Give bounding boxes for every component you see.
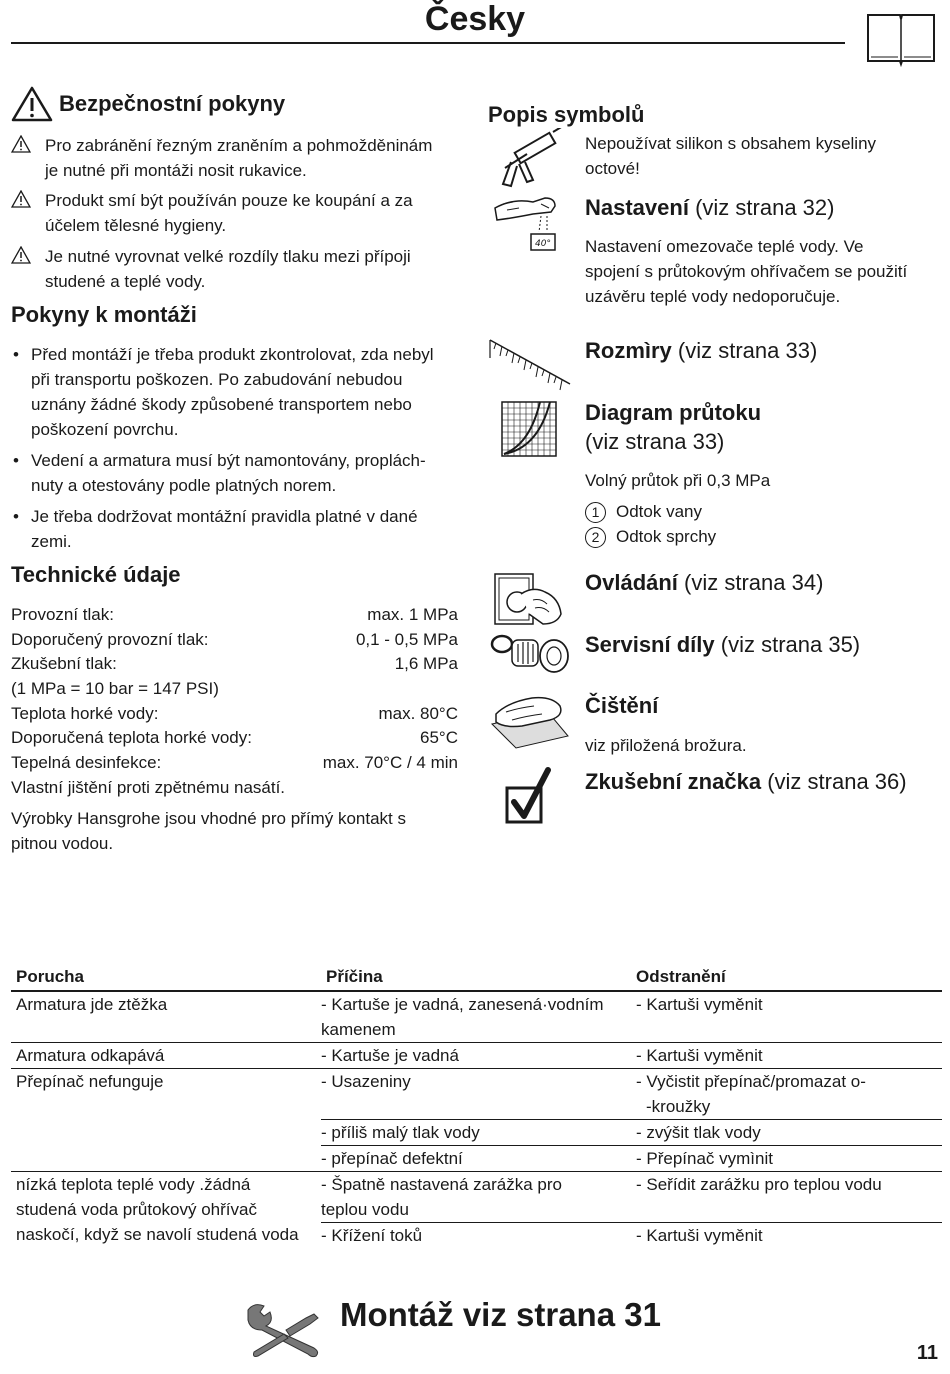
cell-line: - Kartuši vyměnit (636, 995, 763, 1014)
cell-line: - Křížení toků (321, 1226, 423, 1245)
warning-triangle-icon (11, 246, 31, 264)
cell-line: - Špatně nastavená zarážka pro (321, 1175, 562, 1194)
setting-heading (585, 193, 945, 222)
setting-line: spojení s průtokovým ohřívačem se použití (585, 262, 908, 281)
cell-line: - Kartuše je vadná (321, 1046, 459, 1065)
cleaning-hand-icon (488, 692, 572, 750)
cell-line: teplou vodu (321, 1200, 409, 1219)
cell-line: - Usazeniny (321, 1072, 411, 1091)
safety-line: Pro zabránění řezným zraněním a pohmožděninám (45, 136, 433, 155)
table-header-row (11, 963, 942, 991)
operation-ref: (viz strana 34) (684, 570, 824, 595)
tech-label: Doporučená teplota horké vody: (11, 728, 252, 747)
silicone-gun-icon (497, 128, 567, 190)
tech-value: max. 80°C (378, 704, 458, 723)
page-number: 11 (916, 1342, 938, 1364)
mounting-line: • Před montáží je třeba produkt zkontrolovat, zda nebyl (31, 345, 434, 364)
tech-value: max. 70°C / 4 min (322, 753, 458, 772)
table-row (11, 1069, 942, 1120)
cause-cell (321, 1043, 631, 1069)
warning-triangle-icon (11, 135, 31, 153)
mounting-line: nuty a otestovány podle platných norem. (31, 476, 337, 495)
troubleshooting-table (11, 963, 942, 1248)
flow-ref (585, 427, 945, 456)
number-circle: 2 (585, 527, 606, 548)
fault-cell (11, 1120, 321, 1146)
flow-heading (585, 398, 945, 427)
mounting-item (11, 504, 471, 554)
mounting-line: při transportu poškozen. Po zabudování nebudou (31, 370, 403, 389)
column-header: Příčina (321, 963, 631, 991)
mounting-line: • Je třeba dodržovat montážní pravidla platné v dané (31, 507, 418, 526)
tech-row (11, 651, 458, 676)
operation-title: Ovládání (585, 570, 678, 595)
dimensions-ref: (viz strana 33) (677, 338, 818, 363)
check-mark-icon (504, 766, 552, 824)
mounting-line: • Vedení a armatura musí být namontovány, proplách- (31, 451, 426, 470)
test-title: Zkušební značka (585, 769, 762, 794)
operation-heading (585, 568, 945, 597)
tech-label: Provozní tlak: (11, 605, 114, 624)
tech-row (11, 676, 458, 701)
mounting-item (11, 342, 471, 442)
cause-cell (321, 1146, 631, 1172)
cell-line: - Kartuši vyměnit (636, 1226, 763, 1245)
cause-cell (321, 1120, 631, 1146)
mounting-line: poškození povrchu. (31, 420, 179, 439)
mounting-line: zemi. (31, 532, 72, 551)
fix-cell (631, 1120, 942, 1146)
fault-cell (11, 1172, 321, 1249)
cell-line: Armatura jde ztěžka (16, 995, 168, 1014)
setting-text (585, 234, 940, 309)
tech-label: Zkušební tlak: (11, 654, 117, 673)
tech-row (11, 725, 458, 750)
fault-cell (11, 991, 321, 1043)
cleaning-title: Čištění (585, 693, 659, 718)
cell-line: - Přepínač vymìnit (636, 1149, 773, 1168)
cause-cell (321, 1069, 631, 1120)
cell-line: -kroužky (646, 1097, 711, 1116)
cell-line: kamenem (321, 1020, 396, 1039)
flow-diagram-icon (500, 400, 558, 458)
warning-triangle-icon (11, 86, 53, 122)
fix-cell (631, 1223, 942, 1249)
cell-line: - příliš malý tlak vody (321, 1123, 480, 1142)
tech-value: 0,1 - 0,5 MPa (355, 630, 458, 649)
tech-note-line: Výrobky Hansgrohe jsou vhodné pro přímý kontakt s (11, 809, 406, 828)
column-header: Porucha (11, 963, 321, 991)
tech-note (11, 806, 471, 856)
safety-line: studené a teplé vody. (45, 272, 206, 291)
silicone-note (585, 131, 940, 181)
wrench-screwdriver-icon (244, 1300, 328, 1360)
symbols-title: Popis symbolů (488, 102, 645, 127)
cause-cell (321, 1172, 631, 1223)
fault-cell (11, 1043, 321, 1069)
warning-triangle-icon (11, 190, 31, 208)
handle-operation-icon (493, 570, 567, 628)
flow-ref-text: (viz strana 33) (585, 429, 725, 454)
safety-item (11, 188, 471, 238)
table-row (11, 1146, 942, 1172)
safety-line: Produkt smí být používán pouze ke koupání a za (45, 191, 413, 210)
thermo-label: 40° (535, 239, 551, 249)
cell-line: - Kartuši vyměnit (636, 1046, 763, 1065)
service-ref: (viz strana 35) (720, 632, 861, 657)
mounting-reference: Montáž viz strana 31 (340, 1296, 661, 1333)
test-ref: (viz strana 36) (767, 769, 907, 794)
cell-line: - Seřídit zarážku pro teplou vodu (636, 1175, 882, 1194)
service-title: Servisní díly (585, 632, 715, 657)
table-row (11, 991, 942, 1043)
setting-ref: (viz strana 32) (695, 195, 835, 220)
safety-title: Bezpečnostní pokyny (59, 91, 286, 116)
safety-line: je nutné při montáži nosit rukavice. (45, 161, 307, 180)
book-icon (866, 11, 936, 67)
fix-cell (631, 1146, 942, 1172)
cell-line: - přepínač defektní (321, 1149, 463, 1168)
tech-row (11, 775, 458, 800)
cell-line: naskočí, když se navolí studená voda (16, 1225, 299, 1244)
tech-row (11, 750, 458, 775)
cleaning-text: viz přiložená brožura. (585, 736, 747, 755)
tech-title: Technické údaje (11, 562, 181, 587)
setting-line: Nastavení omezovače teplé vody. Ve (585, 237, 864, 256)
tech-value: max. 1 MPa (367, 605, 458, 624)
cell-line: Armatura odkapává (16, 1046, 165, 1065)
safety-line: účelem tělesné hygieny. (45, 216, 227, 235)
safety-item (11, 133, 471, 183)
tech-row (11, 602, 458, 627)
flow-item-label: Odtok sprchy (616, 527, 717, 546)
tech-label: (1 MPa = 10 bar = 147 PSI) (11, 679, 219, 698)
tech-label: Doporučený provozní tlak: (11, 630, 209, 649)
silicone-line: octové! (585, 159, 640, 178)
safety-line: Je nutné vyrovnat velké rozdíly tlaku mezi přípoji (45, 247, 411, 266)
service-parts-icon (490, 630, 572, 676)
dimensions-heading (585, 336, 945, 365)
tech-note-line: pitnou vodou. (11, 834, 114, 853)
cell-line: Přepínač nefunguje (16, 1072, 164, 1091)
cell-line: - Vyčistit přepínač/promazat o- (636, 1072, 866, 1091)
page-title: Česky (424, 0, 526, 38)
service-heading (585, 630, 945, 659)
flow-text: Volný průtok při 0,3 MPa (585, 471, 771, 490)
safety-item (11, 244, 471, 294)
dimensions-title: Rozmìry (585, 338, 672, 363)
fix-cell (631, 991, 942, 1043)
cleaning-heading (585, 691, 945, 720)
tech-value: 65°C (420, 728, 458, 747)
fault-cell (11, 1069, 321, 1120)
setting-line: uzávěru teplé vody nedoporučuje. (585, 287, 841, 306)
number-circle: 1 (585, 502, 606, 523)
test-heading (585, 767, 945, 796)
header-rule (11, 42, 845, 44)
mounting-title: Pokyny k montáži (11, 302, 197, 327)
column-header: Odstranění (631, 963, 942, 991)
flow-item (585, 499, 940, 524)
fix-cell (631, 1043, 942, 1069)
cell-line: - zvýšit tlak vody (636, 1123, 761, 1142)
table-row (11, 1172, 942, 1223)
fix-cell (631, 1172, 942, 1223)
cell-line: nízká teplota teplé vody .žádná (16, 1175, 251, 1194)
silicone-line: Nepoužívat silikon s obsahem kyseliny (585, 134, 877, 153)
cell-line: studená voda průtokový ohřívač (16, 1200, 257, 1219)
tech-label: Vlastní jištění proti zpětnému nasátí. (11, 778, 286, 797)
mounting-line: uznány žádné škody způsobené transportem nebo (31, 395, 412, 414)
flow-item-label: Odtok vany (616, 502, 702, 521)
tech-value: 1,6 MPa (394, 654, 458, 673)
cell-line: - Kartuše je vadná, zanesená·vodním (321, 995, 604, 1014)
fix-cell (631, 1069, 942, 1120)
tech-row (11, 627, 458, 652)
tech-label: Teplota horké vody: (11, 704, 159, 723)
table-row (11, 1043, 942, 1069)
cause-cell (321, 1223, 631, 1249)
flow-title: Diagram průtoku (585, 400, 762, 425)
fault-cell (11, 1146, 321, 1172)
flow-item (585, 524, 940, 549)
table-row (11, 1120, 942, 1146)
tech-label: Tepelná desinfekce: (11, 753, 162, 772)
setting-title: Nastavení (585, 195, 689, 220)
cause-cell (321, 991, 631, 1043)
thermostat-setting-icon (493, 194, 567, 254)
tech-row (11, 701, 458, 726)
mounting-item (11, 448, 471, 498)
ruler-icon (488, 338, 572, 392)
